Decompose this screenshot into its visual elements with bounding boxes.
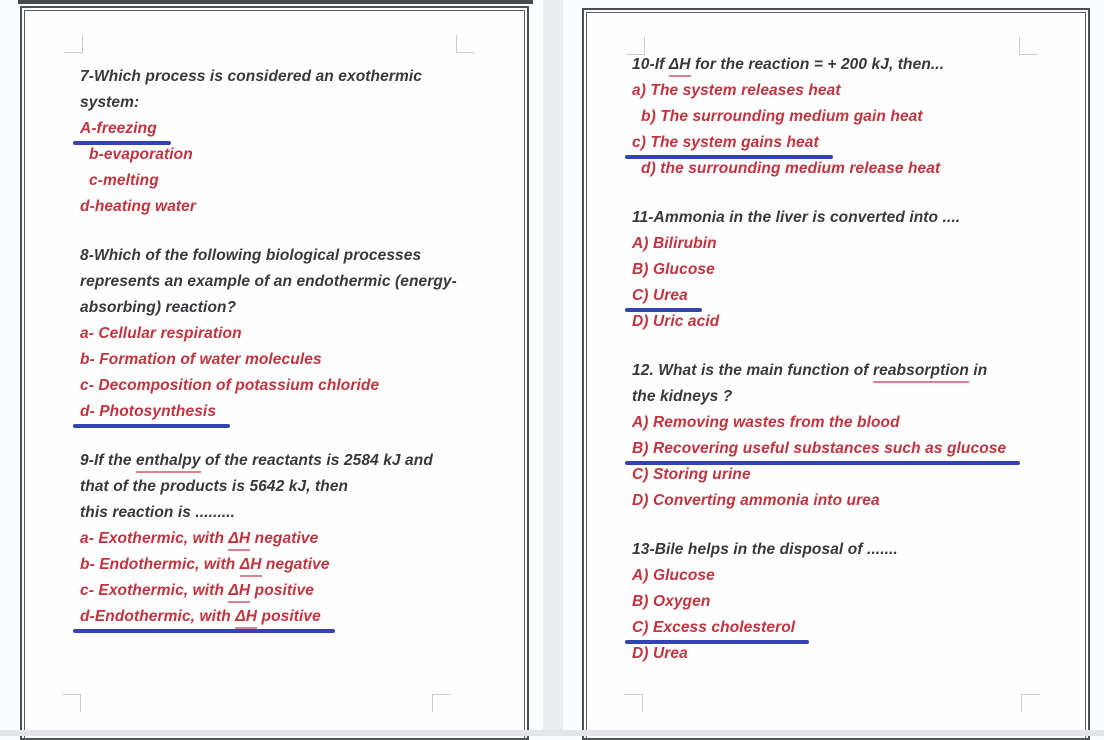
underlined-term: ΔH (228, 581, 250, 603)
text-segment: the kidneys ? (632, 388, 733, 405)
option-line[interactable] (80, 321, 527, 347)
text-segment: b-evaporation (89, 146, 193, 163)
option-line[interactable] (632, 462, 1088, 488)
underlined-term: reabsorption (873, 361, 969, 383)
text-segment: 7-Which process is considered an exothermic (80, 68, 422, 85)
line-text (632, 414, 900, 431)
question-block (632, 205, 1088, 335)
text-segment: d-heating water (80, 198, 197, 215)
option-line[interactable] (80, 604, 527, 630)
underlined-term: enthalpy (136, 451, 201, 473)
text-segment: B) Glucose (632, 261, 715, 278)
text-segment: of the reactants is 2584 kJ and (200, 452, 433, 469)
text-segment: c-melting (89, 172, 159, 189)
text-segment: C) Excess cholesterol (632, 619, 796, 636)
selected-answer-underline (632, 436, 1006, 462)
line-text (632, 567, 715, 584)
option-line[interactable] (632, 488, 1088, 514)
underlined-term: ΔH (235, 607, 257, 629)
line-text (80, 478, 348, 495)
text-segment: C) Storing urine (632, 466, 751, 483)
text-segment: A) Removing wastes from the blood (632, 414, 900, 431)
text-segment: c- Decomposition of potassium chloride (80, 377, 380, 394)
text-segment: 13-Bile helps in the disposal of ....... (632, 541, 898, 558)
line-text (80, 299, 236, 316)
line-text (632, 235, 717, 252)
line-text (80, 94, 139, 111)
text-segment: b) The surrounding medium gain heat (641, 108, 923, 125)
text-segment: negative (250, 530, 319, 547)
text-segment: represents an example of an endothermic (energy- (80, 273, 457, 290)
line-text (89, 146, 193, 163)
question-line[interactable] (632, 52, 1088, 78)
text-segment: D) Urea (632, 645, 688, 662)
text-segment: A-freezing (80, 120, 157, 137)
line-text (80, 68, 422, 85)
text-segment: c- Exothermic, with (80, 582, 229, 599)
line-text (632, 388, 732, 405)
option-line[interactable] (80, 168, 527, 194)
option-line[interactable] (632, 104, 1088, 130)
line-text (80, 273, 457, 290)
line-text (632, 261, 715, 278)
text-segment: A) Glucose (632, 567, 715, 584)
text-segment: b- Endothermic, with (80, 556, 240, 573)
selected-answer-underline (80, 116, 157, 142)
question-block (80, 64, 527, 220)
line-text (80, 351, 322, 368)
text-segment: absorbing) reaction? (80, 299, 237, 316)
question-line[interactable] (80, 500, 527, 526)
line-text (632, 209, 960, 226)
underlined-term: ΔH (669, 55, 691, 77)
page-left (20, 6, 529, 740)
question-line[interactable] (80, 269, 527, 295)
option-line[interactable] (80, 142, 527, 168)
question-line[interactable] (632, 384, 1088, 410)
selected-answer-underline (80, 399, 216, 425)
option-line[interactable] (80, 194, 527, 220)
line-text (632, 82, 841, 99)
selected-answer-underline (80, 604, 321, 630)
question-block (632, 358, 1088, 514)
selected-answer-underline (632, 615, 795, 641)
underlined-term: ΔH (228, 529, 250, 551)
option-line[interactable] (80, 399, 527, 425)
text-segment: this reaction is ......... (80, 504, 236, 521)
line-text (80, 452, 433, 469)
page-left-text[interactable] (22, 8, 527, 738)
selected-answer-underline (632, 283, 688, 309)
question-line[interactable] (80, 448, 527, 474)
question-line[interactable] (80, 64, 527, 90)
question-line[interactable] (80, 90, 527, 116)
line-text (89, 172, 159, 189)
selected-answer-underline (632, 130, 819, 156)
question-line[interactable] (80, 243, 527, 269)
line-text (80, 325, 242, 342)
text-segment: negative (261, 556, 330, 573)
line-text (80, 556, 330, 573)
line-text (632, 362, 987, 379)
text-segment: c) The system gains heat (632, 134, 819, 151)
question-block (80, 243, 527, 425)
text-segment: system: (80, 94, 140, 111)
option-line[interactable] (632, 283, 1088, 309)
option-line[interactable] (632, 231, 1088, 257)
option-line[interactable] (632, 410, 1088, 436)
text-segment: D) Uric acid (632, 313, 720, 330)
option-line[interactable] (632, 436, 1088, 462)
line-text (632, 492, 880, 509)
line-text (632, 541, 898, 558)
text-segment: A) Bilirubin (632, 235, 717, 252)
text-segment: B) Recovering useful substances such as glucose (632, 440, 1007, 457)
line-text (80, 530, 318, 547)
line-text (632, 56, 944, 73)
option-line[interactable] (632, 309, 1088, 335)
question-block (80, 448, 527, 630)
option-line[interactable] (80, 578, 527, 604)
question-line[interactable] (632, 205, 1088, 231)
text-segment: for the reaction = + 200 kJ, then... (690, 56, 945, 73)
text-segment: 10-If (632, 56, 669, 73)
text-segment: positive (257, 608, 321, 625)
line-text (80, 377, 379, 394)
text-segment: d-Endothermic, with (80, 608, 236, 625)
text-segment: b- Formation of water molecules (80, 351, 322, 368)
page-top-edge (18, 0, 533, 4)
option-line[interactable] (80, 347, 527, 373)
line-text (641, 108, 923, 125)
text-segment: D) Converting ammonia into urea (632, 492, 880, 509)
text-segment: C) Urea (632, 287, 688, 304)
option-line[interactable] (632, 130, 1088, 156)
line-text (632, 466, 751, 483)
option-line[interactable] (632, 589, 1088, 615)
option-line[interactable] (632, 641, 1088, 667)
text-segment: in (968, 362, 988, 379)
text-segment: d) the surrounding medium release heat (641, 160, 941, 177)
text-segment: that of the products is 5642 kJ, then (80, 478, 349, 495)
text-segment: positive (250, 582, 315, 599)
text-segment: a- Cellular respiration (80, 325, 242, 342)
line-text (632, 593, 710, 610)
question-line[interactable] (632, 358, 1088, 384)
line-text (641, 160, 940, 177)
option-line[interactable] (80, 116, 527, 142)
line-text (632, 645, 688, 662)
option-line[interactable] (80, 552, 527, 578)
line-text (80, 582, 314, 599)
question-block (632, 52, 1088, 182)
text-segment: 11-Ammonia in the liver is converted into .... (632, 209, 961, 226)
viewport-bottom-edge (0, 730, 1104, 736)
line-text (80, 198, 196, 215)
option-line[interactable] (632, 615, 1088, 641)
text-segment: d- Photosynthesis (80, 403, 217, 420)
option-line[interactable] (632, 257, 1088, 283)
line-text (632, 313, 719, 330)
page-right-text[interactable] (584, 10, 1088, 738)
line-text (80, 247, 421, 264)
text-segment: 9-If the (80, 452, 137, 469)
text-segment: 8-Which of the following biological processes (80, 247, 422, 264)
text-segment: a) The system releases heat (632, 82, 841, 99)
option-line[interactable] (632, 563, 1088, 589)
question-line[interactable] (632, 537, 1088, 563)
line-text (80, 504, 235, 521)
question-line[interactable] (80, 295, 527, 321)
option-line[interactable] (632, 78, 1088, 104)
text-segment: B) Oxygen (632, 593, 711, 610)
question-block (632, 537, 1088, 667)
text-segment: a- Exothermic, with (80, 530, 229, 547)
question-line[interactable] (80, 474, 527, 500)
option-line[interactable] (80, 526, 527, 552)
page-gutter (543, 0, 563, 736)
option-line[interactable] (632, 156, 1088, 182)
text-segment: 12. What is the main function of (632, 362, 873, 379)
underlined-term: ΔH (240, 555, 262, 577)
option-line[interactable] (80, 373, 527, 399)
page-right (582, 8, 1090, 740)
